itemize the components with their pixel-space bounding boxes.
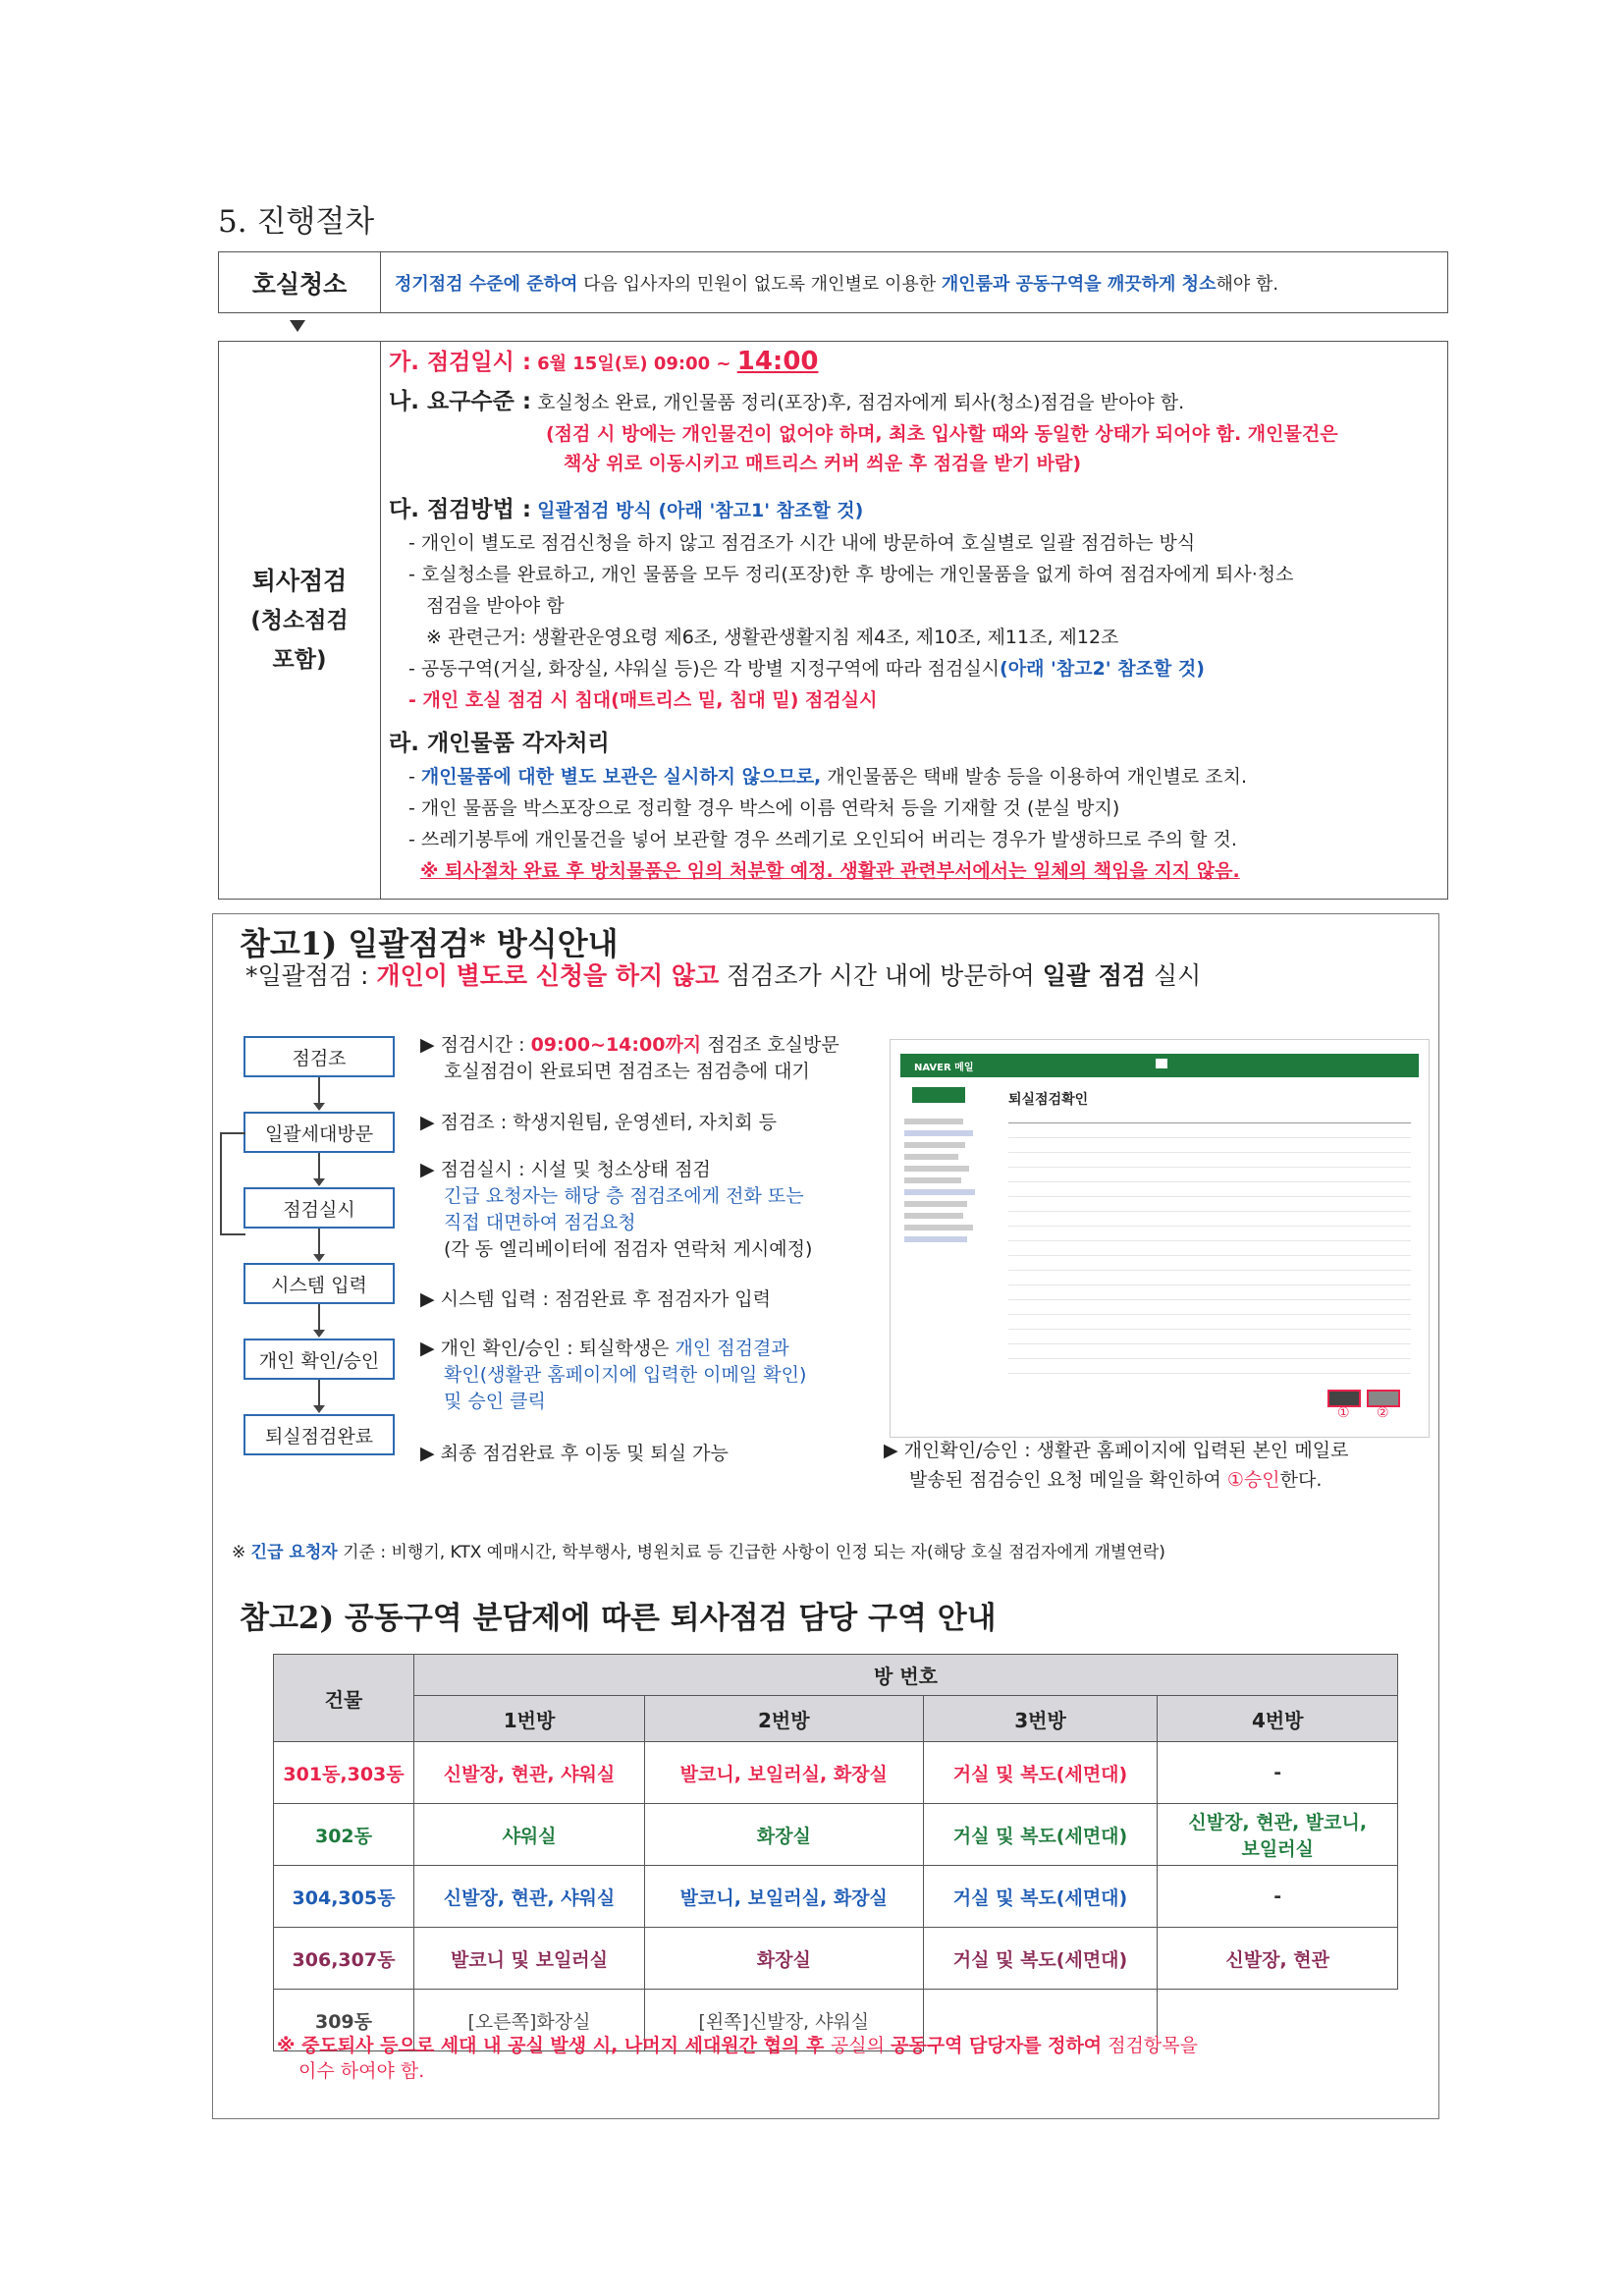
arrow-down-icon [313, 1330, 325, 1338]
text-fragment: 해야 함. [1216, 273, 1279, 295]
step-checkout-label [219, 342, 381, 899]
text-fragment: 일괄 점검 [1042, 961, 1147, 990]
flow-desc: ▶ 점검조 : 학생지원팀, 운영센터, 자치회 등 [420, 1112, 777, 1133]
screenshot-caption [884, 1436, 1348, 1495]
text: - 개인 호실 점검 시 침대(매트리스 밑, 침대 밑) 점검실시 [408, 689, 878, 711]
zone-cell: 발코니, 보일러실, 화장실 [644, 1742, 923, 1804]
text-fragment: 공실의 [830, 2035, 892, 2056]
ref2-footnote [277, 2033, 1198, 2084]
check-date: 6월 15일(토) 09:00 ~ [537, 354, 737, 374]
text-fragment: 개인이 별도로 신청을 하지 않고 [376, 961, 720, 990]
table-row [274, 1742, 1398, 1804]
header-room-number: 1번방 [414, 1696, 645, 1742]
label-line: 퇴사점검 [251, 566, 348, 595]
text-fragment: ※ [232, 1543, 251, 1562]
zone-table [273, 1654, 1398, 2051]
text-fragment: 개인물품은 택배 발송 등을 이용하여 개인별로 조치. [821, 766, 1248, 788]
text-fragment: 기준 : 비행기, KTX 예매시간, 학부행사, 병원치료 등 긴급한 사항이 인정 되는 자(해당 호실 점검자에게 개별연락) [337, 1543, 1165, 1562]
text: - 개인이 별도로 점검신청을 하지 않고 점검조가 시간 내에 방문하여 호실별로 일괄 점검하는 방식 [408, 532, 1196, 554]
mail-logo: NAVER 메일 [914, 1063, 974, 1073]
zone-cell: 거실 및 복도(세면대) [923, 1804, 1158, 1866]
text: 호실청소 완료, 개인물품 정리(포장)후, 점검자에게 퇴사(청소)점검을 받아야 함. [537, 392, 1185, 413]
text-fragment: ▶ 개인 확인/승인 : 퇴실학생은 [420, 1338, 676, 1359]
header-building: 건물 [274, 1655, 414, 1742]
method-line [389, 494, 1447, 527]
label-line: (청소점검 [250, 607, 349, 633]
flow-desc: ▶ 시스템 입력 : 점검완료 후 점검자가 입력 [420, 1288, 771, 1310]
sidebar-item[interactable] [904, 1154, 958, 1160]
header-room-number: 4번방 [1158, 1696, 1398, 1742]
text-fragment: 한다. [1279, 1469, 1323, 1491]
sidebar-item[interactable] [904, 1213, 963, 1219]
text-fragment: 개인룸과 공동구역을 깨끗하게 청소 [941, 273, 1217, 295]
zone-cell: 거실 및 복도(세면대) [923, 1928, 1158, 1990]
flow-desc [420, 1336, 806, 1415]
text [389, 761, 1447, 793]
building-cell: 309동 [274, 1990, 414, 2051]
text-fragment: 확인(생활관 홈페이지에 입력한 이메일 확인) [444, 1364, 807, 1386]
warning: ※ 퇴사절차 완료 후 방치물품은 임의 처분할 예정. 생활관 관련부서에서는 일체의 책임을 지지 않음. [420, 860, 1240, 882]
label-line: 포함) [272, 646, 327, 673]
step-cleaning-box [218, 251, 1448, 313]
text-fragment: 및 승인 클릭 [444, 1391, 546, 1412]
text: - 쓰레기봉투에 개인물건을 넣어 보관할 경우 쓰레기로 오인되어 버리는 경우가 발생하므로 주의 할 것. [408, 829, 1237, 850]
flow-connector [318, 1380, 320, 1405]
zone-cell: 화장실 [644, 1928, 923, 1990]
zone-cell: 거실 및 복도(세면대) [923, 1866, 1158, 1928]
text-fragment: 다음 입사자의 민원이 없도록 개인별로 이용한 [577, 273, 942, 295]
check-time: 14:00 [736, 347, 819, 376]
text-fragment: (아래 '참고2' 참조할 것) [1000, 658, 1205, 680]
building-cell: 304,305동 [274, 1866, 414, 1928]
loop-line [220, 1132, 245, 1235]
header-room-number: 2번방 [644, 1696, 923, 1742]
mail-screenshot [890, 1039, 1430, 1438]
ref1-title: 참고1) 일괄점검* 방식안내 [240, 925, 619, 962]
text: 점검을 받아야 함 [426, 595, 565, 617]
mail-icon [1156, 1059, 1167, 1068]
flow-step: 개인 확인/승인 [243, 1339, 395, 1380]
text-fragment: 호실점검이 완료되면 점검조는 점검층에 대기 [444, 1061, 810, 1082]
marker-1: ① [1337, 1405, 1350, 1421]
flow-desc [420, 1157, 812, 1263]
text-fragment: 점검조 호실방문 [701, 1034, 839, 1056]
zone-cell: 발코니, 보일러실, 화장실 [644, 1866, 923, 1928]
zone-cell-multiline [1158, 1804, 1398, 1866]
sidebar-item[interactable] [904, 1189, 975, 1195]
text-fragment: ※ 중도퇴사 등으로 세대 내 공실 발생 시, 나머지 세대원간 협의 후 [277, 2035, 831, 2056]
text-fragment: 점검조가 시간 내에 방문하여 [719, 961, 1043, 990]
zone-cell: 화장실 [644, 1804, 923, 1866]
sidebar-item[interactable] [904, 1130, 973, 1136]
header-room: 방 번호 [414, 1655, 1398, 1696]
heading: 나. 요구수준 : [389, 389, 532, 414]
text [389, 653, 1447, 684]
flow-desc: ▶ 최종 점검완료 후 이동 및 퇴실 가능 [420, 1443, 729, 1464]
text-fragment: *일괄점검 : [245, 961, 377, 990]
flow-connector [318, 1229, 320, 1254]
zone-cell: [왼쪽]신발장, 샤워실 [644, 1990, 923, 2051]
zone-cell: 거실 및 복도(세면대) [923, 1742, 1158, 1804]
urgent-note [232, 1540, 1165, 1566]
flow-desc [420, 1032, 839, 1085]
text: 일괄점검 방식 (아래 '참고1' 참조할 것) [537, 500, 864, 521]
zone-cell-line: 보일러실 [1241, 1838, 1314, 1860]
flow-step: 점검실시 [243, 1187, 395, 1229]
step-cleaning-label: 호실청소 [219, 252, 381, 312]
zone-cell: 샤워실 [414, 1804, 645, 1866]
flow-step: 일괄세대방문 [243, 1112, 395, 1153]
ref1-subtitle [245, 957, 1201, 992]
text-fragment: 긴급 요청자는 해당 층 점검조에게 전화 또는 [444, 1185, 804, 1207]
sidebar-item[interactable] [904, 1177, 961, 1183]
requirement-line [389, 386, 1447, 419]
building-cell: 306,307동 [274, 1928, 414, 1990]
text-fragment: 직접 대면하여 점검요청 [444, 1212, 636, 1233]
text-fragment: 개인 점검결과 [675, 1338, 789, 1359]
check-date-line [389, 346, 1447, 380]
sidebar-item[interactable] [904, 1225, 973, 1230]
requirement-note: (점검 시 방에는 개인물건이 없어야 하며, 최초 입사할 때와 동일한 상태가 되어야 함. 개인물건은 [546, 423, 1338, 445]
belongings-line [389, 728, 1447, 761]
zone-cell: 발코니 및 보일러실 [414, 1928, 645, 1990]
flow-step: 퇴실점검완료 [243, 1414, 395, 1455]
text-fragment: 공동구역 담당자를 정하여 [891, 2035, 1103, 2056]
mail-title: 퇴실점검확인 [1008, 1092, 1089, 1108]
flow-step: 점검조 [243, 1036, 395, 1077]
zone-cell: - [1158, 1742, 1398, 1804]
text-fragment: 점검항목을 [1102, 2035, 1198, 2056]
zone-cell: [오른쪽]화장실 [414, 1990, 645, 2051]
arrow-down-icon [313, 1405, 325, 1413]
heading: 가. 점검일시 : [389, 350, 532, 375]
text-fragment: 정기점검 수준에 준하여 [395, 273, 578, 295]
marker-2: ② [1377, 1405, 1389, 1421]
down-arrow-icon [290, 320, 305, 332]
building-cell: 302동 [274, 1804, 414, 1866]
step-checkout-content [381, 342, 1447, 899]
text-fragment: ▶ 점검시간 : [420, 1034, 531, 1056]
sidebar-item[interactable] [904, 1119, 963, 1124]
flow-connector [318, 1153, 320, 1178]
requirement-note: 책상 위로 이동시키고 매트리스 커버 씌운 후 점검을 받기 바람) [564, 453, 1082, 474]
building-cell: 301동,303동 [274, 1742, 414, 1804]
text-fragment: 실시 [1146, 961, 1202, 990]
text: - 개인 물품을 박스포장으로 정리할 경우 박스에 이름 연락처 등을 기재할 것 (분실 방지) [408, 797, 1120, 819]
text-fragment: 이수 하여야 함. [298, 2060, 425, 2082]
heading: 라. 개인물품 각자처리 [389, 731, 610, 756]
sidebar-item[interactable] [904, 1201, 967, 1207]
table-row [274, 1928, 1398, 1990]
text-fragment: - 공동구역(거실, 화장실, 샤워실 등)은 각 방별 지정구역에 따라 점검실시 [408, 658, 1001, 680]
text-fragment: ▶ 개인확인/승인 : 생활관 홈페이지에 입력된 본인 메일로 [884, 1440, 1349, 1461]
text-fragment: 긴급 요청자 [250, 1543, 338, 1562]
header-room-number: 3번방 [923, 1696, 1158, 1742]
sidebar-item[interactable] [904, 1142, 965, 1148]
table-row [274, 1804, 1398, 1866]
mail-sidebar [904, 1113, 1012, 1309]
text: ※ 관련근거: 생활관운영요령 제6조, 생활관생활지침 제4조, 제10조, 제11조, 제12조 [426, 627, 1119, 648]
mail-header-bar [900, 1054, 1419, 1077]
zone-cell: - [1158, 1866, 1398, 1928]
table-row [274, 1866, 1398, 1928]
text-fragment: - [408, 766, 421, 788]
arrow-down-icon [313, 1254, 325, 1262]
zone-cell: 신발장, 현관, 샤워실 [414, 1866, 645, 1928]
section-title: 5. 진행절차 [218, 204, 375, 240]
text-fragment: 발송된 점검승인 요청 메일을 확인하여 [909, 1469, 1227, 1491]
text-fragment: 개인물품에 대한 별도 보관은 실시하지 않으므로, [420, 766, 822, 788]
text-fragment: ▶ 점검실시 : 시설 및 청소상태 점검 [420, 1159, 711, 1180]
mail-table [1008, 1122, 1411, 1379]
text-fragment: 09:00~14:00까지 [530, 1034, 702, 1056]
step-cleaning-text [381, 252, 1447, 312]
sidebar-item[interactable] [904, 1166, 969, 1172]
zone-cell-line: 신발장, 현관, 발코니, [1188, 1812, 1368, 1833]
arrow-down-icon [313, 1103, 325, 1111]
arrow-down-icon [313, 1178, 325, 1186]
heading: 다. 점검방법 : [389, 497, 532, 522]
step-checkout-box [218, 341, 1448, 900]
text-fragment: ①승인 [1226, 1469, 1280, 1491]
flow-connector [318, 1304, 320, 1330]
text: - 호실청소를 완료하고, 개인 물품을 모두 정리(포장)한 후 방에는 개인물품을 없게 하여 점검자에게 퇴사·청소 [408, 564, 1294, 585]
sidebar-item[interactable] [904, 1236, 967, 1242]
ref2-title: 참고2) 공동구역 분담제에 따른 퇴사점검 담당 구역 안내 [240, 1601, 997, 1636]
write-button[interactable] [912, 1087, 965, 1103]
zone-cell: 신발장, 현관, 샤워실 [414, 1742, 645, 1804]
flow-connector [318, 1077, 320, 1103]
zone-cell: 신발장, 현관 [1158, 1928, 1398, 1990]
text-fragment: (각 동 엘리베이터에 점검자 연락처 게시예정) [444, 1238, 813, 1260]
flow-step: 시스템 입력 [243, 1263, 395, 1304]
